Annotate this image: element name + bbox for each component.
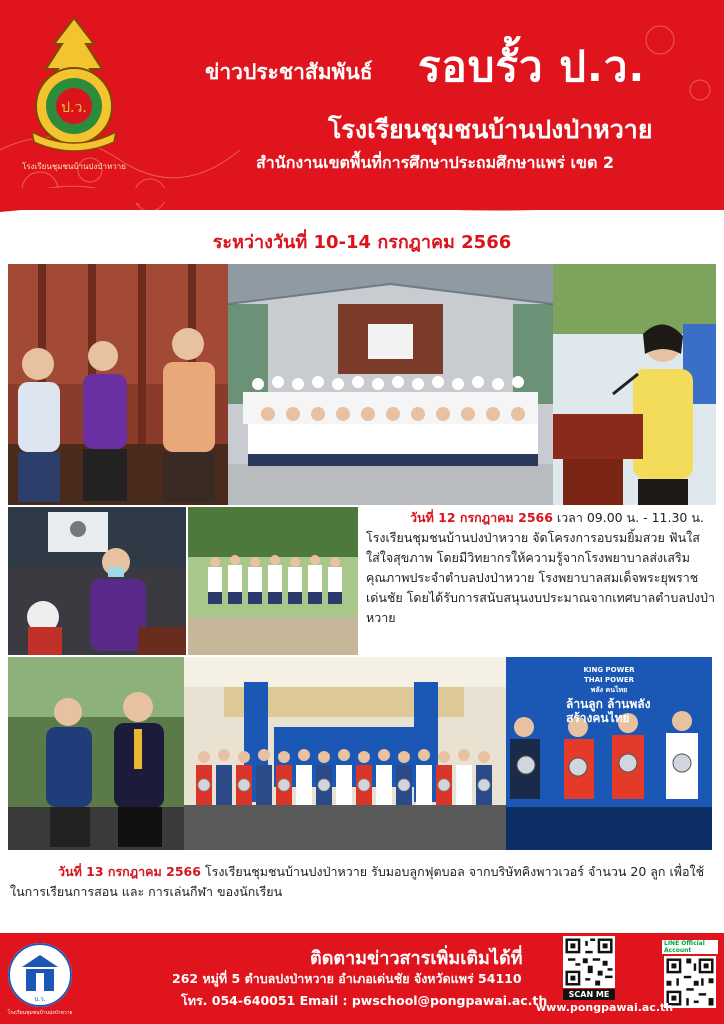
website-link[interactable]: www.pongpawai.ac.th [536, 1001, 674, 1014]
scan-me-label: SCAN ME [563, 989, 615, 1000]
office-name: สำนักงานเขตพื้นที่การศึกษาประถมศึกษาแพร่ เขต 2 [256, 153, 615, 172]
photo-group-hall [228, 264, 553, 505]
photo-officials-seated [8, 657, 184, 850]
photo-kingpower-banner [506, 657, 712, 850]
footer-logo-caption: โรงเรียนชุมชนบ้านปงป่าหวาย [7, 1010, 73, 1016]
photo-dental-speaker [8, 507, 186, 655]
banner-brand-line1: KING POWER [583, 666, 635, 674]
follow-title: ติดตามข่าวสารเพิ่มเติมได้ที่ [310, 948, 523, 969]
school-name: โรงเรียนชุมชนบ้านปงป่าหวาย [328, 115, 653, 144]
photo-guests-seated [8, 264, 228, 505]
line-label-2: Official Account [664, 940, 705, 954]
photo-speaker-podium [553, 264, 716, 505]
footer-school-logo-icon [8, 943, 72, 1007]
section2-date: วันที่ 13 กรกฎาคม 2566 [58, 864, 201, 879]
banner-slogan-line2: สร้างคนไทย [566, 711, 630, 725]
svg-text:ป.ว.: ป.ว. [34, 996, 46, 1003]
news-headline: รอบรั้ว ป.ว. [418, 42, 646, 91]
header-wave-divider [0, 188, 724, 218]
photo-football-donation-group [184, 657, 506, 850]
scan-me-qr-icon[interactable] [563, 936, 615, 988]
banner-brand-line3: พลัง คนไทย [590, 686, 628, 694]
school-contact: โทร. 054-640051 Email : pwschool@pongpawai.ac.th [181, 993, 548, 1008]
school-emblem-icon [14, 14, 134, 154]
svg-text:ป.ว.: ป.ว. [61, 100, 87, 116]
header-banner [0, 0, 724, 210]
date-range-title: ระหว่างวันที่ 10-14 กรกฎาคม 2566 [212, 232, 512, 253]
section1-caption [366, 508, 716, 628]
section1-text: เวลา 09.00 น. - 11.30 น. โรงเรียนชุมชนบ้านปงป่าหวาย จัดโครงการอบรมยิ้มสวย ฟันใส ใส่ใจสุขภาพ โดยมีวิทยากรให้ความรู้จากโรงพยาบาลส่งเสริมคุณภาพประจำตำบลปงป่าหวาย โรงพยาบาลสมเด็จพระยุพราชเด่นชัย โดยได้รับการสนับสนุนงบประมาณจากเทศบาลตำบลปงป่าหวาย [366, 510, 716, 625]
section2-caption [10, 862, 710, 902]
line-label-1: LINE [664, 940, 680, 947]
line-official-badge [662, 940, 718, 954]
section1-date: วันที่ 12 กรกฎาคม 2566 [410, 510, 553, 525]
news-label: ข่าวประชาสัมพันธ์ [205, 60, 373, 84]
section2-text: โรงเรียนชุมชนบ้านปงป่าหวาย รับมอบลูกฟุตบอล จากบริษัทคิงพาวเวอร์ จำนวน 20 ลูก เพื่อใช้ในการเรียนการสอน และ การเล่นกีฬา ของนักเรียน [10, 864, 705, 899]
banner-brand-line2: THAI POWER [583, 676, 635, 684]
banner-slogan-line1: ล้านลูก ล้านพลัง [566, 697, 651, 711]
school-address: 262 หมู่ที่ 5 ตำบลปงป่าหวาย อำเภอเด่นชัย จังหวัดแพร่ 54110 [172, 971, 522, 986]
emblem-caption: โรงเรียนชุมชนบ้านปงป่าหวาย [22, 162, 126, 171]
photo-students-outdoor [188, 507, 358, 655]
